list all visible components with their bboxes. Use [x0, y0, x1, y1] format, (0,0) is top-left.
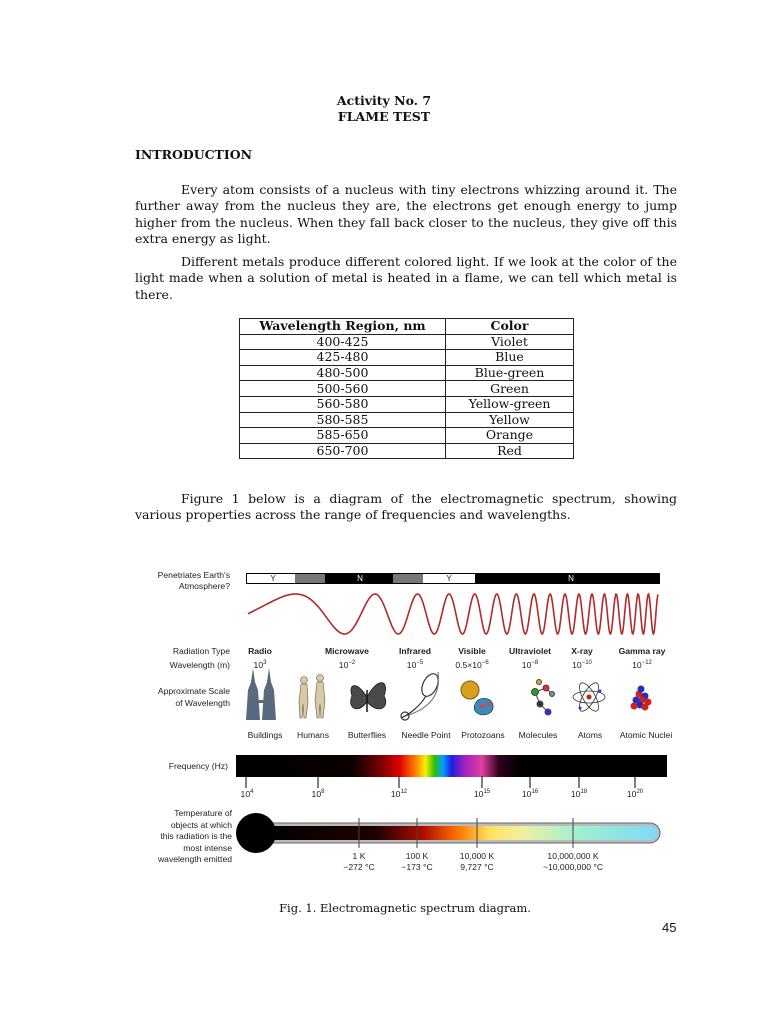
radiation-visible: Visible: [458, 646, 486, 656]
wavelength-gamma: [612, 660, 672, 670]
wavelength-exponent: −5: [416, 660, 424, 667]
frequency-value: [515, 789, 545, 799]
wavelength-cell: 500-560: [240, 381, 446, 397]
scale-label-line2: of Wavelength: [175, 698, 230, 708]
frequency-exponent: 15: [483, 789, 491, 796]
frequency-value: [232, 789, 262, 799]
temperature-value: [387, 851, 447, 873]
wavelength-exponent: −6: [481, 660, 489, 667]
header-wavelength: Wavelength Region, nm: [240, 319, 446, 335]
radiation-xray: X-ray: [571, 646, 593, 656]
radiation-infrared: Infrared: [399, 646, 431, 656]
frequency-ticks: [246, 776, 635, 788]
header-color: Color: [446, 319, 574, 335]
color-cell: Yellow: [446, 412, 574, 428]
color-cell: Blue: [446, 350, 574, 366]
radiation-microwave: Microwave: [325, 646, 369, 656]
scale-molecules: Molecules: [518, 730, 558, 740]
temperature-celsius: −173 °C: [401, 862, 433, 872]
temperature-kelvin: 1 K: [352, 851, 366, 861]
frequency-exponent: 4: [250, 789, 254, 796]
nucleus-icon: [631, 686, 652, 711]
activity-number: Activity No. 7: [336, 93, 432, 108]
intro-heading: INTRODUCTION: [135, 147, 253, 162]
page-number: 45: [662, 920, 677, 935]
radiation-radio: Radio: [248, 646, 272, 656]
color-cell: Green: [446, 381, 574, 397]
frequency-base: 10: [473, 789, 484, 799]
scale-label-line1: Approximate Scale: [157, 686, 230, 696]
temperature-celsius: 9,727 °C: [460, 862, 494, 872]
frequency-base: 10: [390, 789, 401, 799]
wavelength-base: 10: [632, 660, 642, 670]
frequency-exponent: 20: [636, 789, 644, 796]
frequency-value: [384, 789, 414, 799]
color-cell: Blue-green: [446, 365, 574, 381]
paragraph-metals: Different metals produce different colored light. If we look at the color of the light made when a solution of metal is heated in a flame, we can tell which metal is there.: [135, 254, 677, 302]
wavelength-base: 10: [406, 660, 417, 670]
figure-caption: Fig. 1. Electromagnetic spectrum diagram.: [279, 901, 531, 915]
wavelength-cell: 585-650: [240, 428, 446, 444]
temperature-celsius: −272 °C: [343, 862, 375, 872]
temperature-label-line: objects at which: [170, 819, 232, 830]
wavelength-exponent: −12: [641, 660, 652, 667]
temperature-celsius: ~10,000,000 °C: [542, 862, 604, 872]
wavelength-cell: 425-480: [240, 350, 446, 366]
frequency-exponent: 12: [400, 789, 408, 796]
wavelength-exponent: −8: [531, 660, 539, 667]
wavelength-base: 0.5×10: [455, 660, 482, 670]
wavelength-label: Wavelength (m): [169, 660, 230, 670]
wavelength-xray: [552, 660, 612, 670]
temperature-kelvin: 10,000 K: [459, 851, 495, 861]
atmosphere-mark-n2: N: [568, 574, 574, 583]
frequency-value: [620, 789, 650, 799]
temperature-label: [110, 808, 232, 866]
frequency-base: 10: [626, 789, 637, 799]
scale-atomic-nuclei: Atomic Nuclei: [619, 730, 673, 740]
color-cell: Yellow-green: [446, 396, 574, 412]
wavelength-exponent: 3: [263, 660, 267, 667]
frequency-value: [467, 789, 497, 799]
wavelength-cell: 400-425: [240, 334, 446, 350]
activity-title: FLAME TEST: [337, 109, 431, 124]
wavelength-microwave: [317, 660, 377, 670]
humans-icon: [299, 675, 325, 719]
wavelength-exponent: −10: [581, 660, 592, 667]
frequency-bar: [236, 755, 667, 777]
temperature-value: [447, 851, 507, 873]
wavelength-cell: 560-580: [240, 396, 446, 412]
paragraph-atoms: Every atom consists of a nucleus with tiny electrons whizzing around it. The further away from the nucleus they are, the electrons get enough energy to jump higher from the nucleus. When they fall back closer to the nucleus, they give off this extra energy as light.: [135, 182, 677, 246]
atmosphere-mark-n1: N: [357, 574, 363, 583]
color-cell: Violet: [446, 334, 574, 350]
frequency-exponent: 8: [321, 789, 325, 796]
thermometer: [236, 813, 660, 853]
radiation-gamma: Gamma ray: [618, 646, 666, 656]
scale-needle-point: Needle Point: [401, 730, 451, 740]
frequency-base: 10: [570, 789, 581, 799]
needle-icon: [401, 671, 441, 720]
frequency-label: Frequency (Hz): [168, 761, 228, 771]
frequency-exponent: 16: [531, 789, 539, 796]
temperature-value: [528, 851, 618, 873]
temperature-label-line: this radiation is the: [160, 831, 232, 841]
wavelength-cell: 580-585: [240, 412, 446, 428]
buildings-icon: [246, 668, 276, 720]
scale-humans: Humans: [297, 730, 329, 740]
temperature-label-line: wavelength emitted: [157, 854, 232, 864]
color-cell: Orange: [446, 428, 574, 444]
radiation-ultraviolet: Ultraviolet: [508, 646, 552, 656]
scale-protozoans: Protozoans: [461, 730, 505, 740]
wavelength-cell: 650-700: [240, 443, 446, 459]
wavelength-ultraviolet: [500, 660, 560, 670]
wavelength-visible: [442, 660, 502, 670]
wavelength-infrared: [385, 660, 445, 670]
scale-label: [120, 685, 230, 709]
scale-atoms: Atoms: [577, 730, 603, 740]
wavelength-base: 10: [253, 660, 264, 670]
wavelength-base: 10: [521, 660, 532, 670]
frequency-base: 10: [311, 789, 322, 799]
paragraph-figure-intro: Figure 1 below is a diagram of the electromagnetic spectrum, showing various properties across the range of frequencies and wavelengths.: [135, 491, 677, 523]
wavelength-base: 10: [572, 660, 582, 670]
penetrates-label-line2: Atmosphere?: [178, 581, 230, 591]
atmosphere-mark-y1: Y: [270, 574, 276, 583]
em-wave: [248, 594, 658, 634]
frequency-value: [303, 789, 333, 799]
frequency-value: [564, 789, 594, 799]
frequency-exponent: 18: [580, 789, 588, 796]
frequency-base: 10: [521, 789, 532, 799]
temperature-kelvin: 10,000,000 K: [547, 851, 599, 861]
temperature-label-line: Temperature of: [174, 808, 232, 818]
atmosphere-mark-y2: Y: [446, 574, 452, 583]
penetrates-label: [120, 570, 230, 592]
color-cell: Red: [446, 443, 574, 459]
temperature-label-line: most intense: [183, 842, 232, 853]
temperature-value: [329, 851, 389, 873]
scale-butterflies: Butterflies: [347, 730, 387, 740]
wavelength-base: 10: [338, 660, 349, 670]
butterfly-icon: [351, 683, 386, 712]
penetrates-label-line1: Penetriates Earth's: [157, 570, 230, 580]
frequency-base: 10: [240, 789, 251, 799]
molecule-icon: [532, 680, 555, 716]
radiation-type-label: Radiation Type: [172, 646, 230, 656]
temperature-kelvin: 100 K: [405, 851, 429, 861]
scale-buildings: Buildings: [247, 730, 283, 740]
atom-icon: [573, 680, 605, 714]
protozoans-icon: [461, 681, 493, 715]
wavelength-exponent: −2: [348, 660, 356, 667]
wavelength-cell: 480-500: [240, 365, 446, 381]
wavelength-radio: [230, 660, 290, 670]
